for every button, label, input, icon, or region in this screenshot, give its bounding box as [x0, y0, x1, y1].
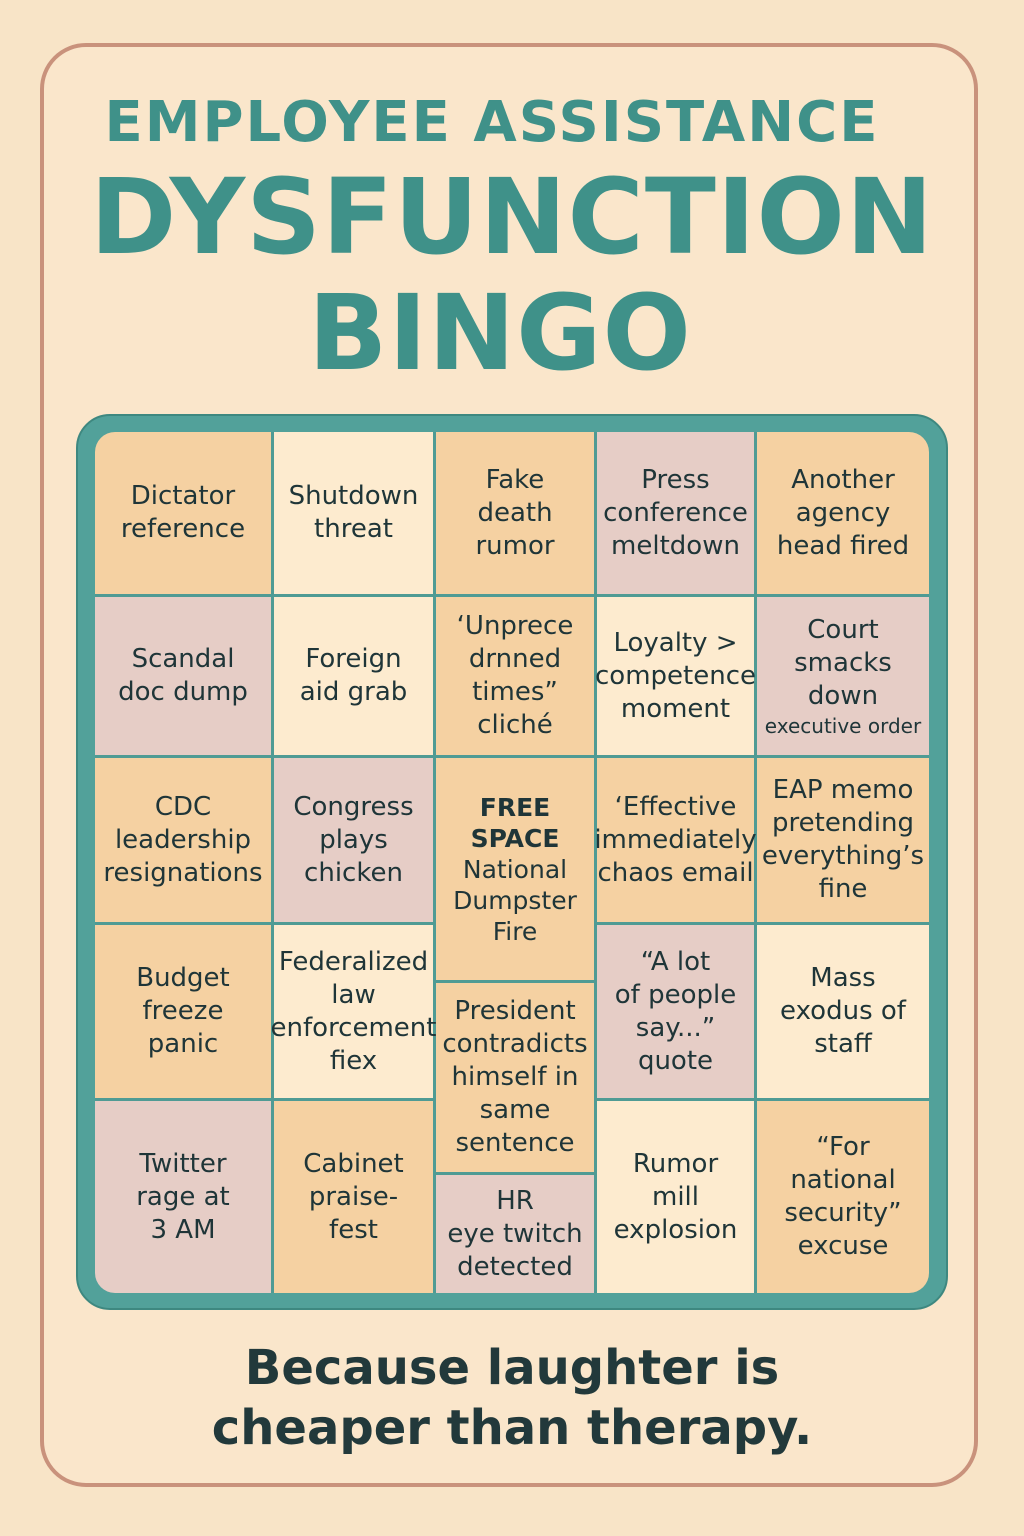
cell-text-line: everything’s — [761, 841, 925, 871]
bingo-cell[interactable] — [594, 758, 757, 922]
cell-text-line: fest — [329, 1214, 378, 1245]
cell-text-line: praise- — [308, 1181, 399, 1212]
cell-text-line: Foreign — [305, 644, 402, 674]
cell-text-line: Press — [641, 464, 710, 495]
cell-text-line: leadership — [114, 824, 252, 855]
bingo-cell[interactable] — [436, 597, 594, 755]
bingo-cell[interactable] — [597, 432, 754, 594]
cell-text-line: doc dump — [118, 677, 248, 707]
cell-text-line: “A lot — [640, 946, 711, 977]
cell-text-line: cliché — [477, 710, 553, 740]
bingo-cell[interactable] — [597, 1101, 754, 1293]
cell-text-line: threat — [314, 514, 393, 544]
cell-text-line: CDC — [154, 791, 212, 822]
bingo-cell[interactable] — [757, 758, 929, 922]
cell-text-line: 3 AM — [150, 1214, 216, 1245]
cell-text-line: Twitter — [139, 1148, 227, 1179]
cell-text-line: Mass — [810, 963, 876, 993]
cell-text-line: sentence — [455, 1128, 575, 1158]
bingo-free-space[interactable] — [436, 758, 594, 980]
bingo-cell[interactable] — [95, 925, 271, 1098]
cell-text-line: agency — [795, 497, 891, 528]
cell-text-line: Federalized — [278, 946, 429, 977]
cell-text-line: same — [479, 1095, 551, 1125]
bingo-grid — [95, 432, 929, 1293]
cell-text-line: freeze — [142, 996, 224, 1026]
title-line-2: BINGO — [308, 272, 692, 394]
cell-text-line: Rumor — [632, 1148, 719, 1179]
bingo-cell[interactable] — [274, 758, 433, 922]
cell-text-line: immediately — [594, 824, 757, 855]
cell-text-line: rage at — [136, 1181, 230, 1212]
cell-text-line: aid grab — [299, 677, 408, 707]
cell-text-line: law — [331, 979, 376, 1010]
bingo-cell[interactable] — [95, 758, 271, 922]
cell-text-line: ‘Effective — [614, 791, 737, 822]
bingo-cell[interactable] — [757, 597, 929, 755]
cell-small-text: executive order — [764, 713, 922, 738]
bingo-cell[interactable] — [274, 597, 433, 755]
cell-text-line: HR — [496, 1185, 534, 1216]
cell-text-line: of people — [614, 979, 737, 1010]
cell-text-line: Budget — [136, 963, 230, 993]
cell-text-line: competence — [595, 660, 756, 691]
cell-text-line: exodus of — [780, 996, 906, 1026]
cell-text-line: Cabinet — [303, 1148, 404, 1179]
cell-text-line: national — [790, 1165, 896, 1195]
cell-text-line: security” — [784, 1198, 902, 1228]
cell-text-line: EAP memo — [772, 775, 914, 805]
cell-text-line: down — [807, 680, 879, 711]
title-line-1: DYSFUNCTION — [90, 156, 934, 278]
free-space-title: FREE — [479, 792, 551, 822]
cell-text-line: National — [462, 854, 568, 884]
cell-text-line: contradicts — [442, 1029, 588, 1059]
cell-text-line: detected — [457, 1251, 573, 1282]
bingo-cell[interactable] — [757, 925, 929, 1098]
cell-text-line: President — [454, 996, 576, 1026]
eyebrow-heading: EMPLOYEE ASSISTANCE — [104, 90, 880, 155]
cell-text-line: Fire — [492, 916, 538, 946]
cell-text-line: Dumpster — [453, 885, 577, 915]
cell-text-line: fine — [818, 874, 868, 904]
cell-text-line: drnned — [468, 644, 562, 674]
cell-text-line: Dictator — [130, 481, 236, 511]
bingo-cell[interactable] — [274, 432, 433, 594]
bingo-cell[interactable] — [95, 432, 271, 594]
cell-text-line: excuse — [797, 1231, 889, 1261]
bingo-cell[interactable] — [270, 925, 437, 1098]
cell-text-line: staff — [814, 1029, 872, 1059]
cell-text-line: meltdown — [611, 530, 740, 561]
bingo-cell[interactable] — [95, 597, 271, 755]
cell-text-line: Fake — [485, 464, 545, 495]
bingo-cell[interactable] — [274, 1101, 433, 1293]
cell-text-line: Another — [791, 464, 895, 495]
tagline-line-1: Because laughter is — [244, 1340, 780, 1396]
bingo-cell[interactable] — [757, 432, 929, 594]
cell-text-line: panic — [147, 1029, 219, 1059]
cell-text-line: chaos email — [597, 857, 754, 888]
cell-text-line: Loyalty > — [613, 627, 738, 658]
cell-text-line: Court — [807, 614, 879, 645]
cell-text-line: chicken — [304, 857, 403, 888]
bingo-cell[interactable] — [436, 983, 594, 1172]
bingo-cell[interactable] — [757, 1101, 929, 1293]
tagline-line-2: cheaper than therapy. — [211, 1400, 813, 1456]
cell-text-line: Congress — [293, 791, 414, 822]
cell-text-line: plays — [319, 824, 388, 855]
cell-text-line: pretending — [772, 808, 914, 838]
bingo-cell[interactable] — [95, 1101, 271, 1293]
cell-text-line: “For — [816, 1132, 870, 1162]
bingo-cell[interactable] — [597, 597, 754, 755]
cell-text-line: ‘Unprece — [456, 611, 574, 641]
bingo-cell[interactable] — [436, 432, 594, 594]
cell-text-line: rumor — [475, 530, 555, 561]
cell-text-line: Scandal — [131, 644, 235, 674]
cell-text-line: head fired — [776, 530, 910, 561]
cell-text-line: say...” — [635, 1012, 716, 1043]
cell-text-line: himself in — [451, 1062, 579, 1092]
cell-text-line: moment — [620, 693, 731, 724]
cell-text-line: conference — [603, 497, 748, 528]
free-space-title: SPACE — [470, 823, 560, 853]
cell-text-line: times” — [472, 677, 558, 707]
cell-text-line: smacks — [794, 647, 892, 678]
cell-text-line: reference — [120, 514, 246, 544]
cell-text-line: enforcement — [270, 1012, 437, 1043]
cell-text-line: quote — [637, 1045, 714, 1076]
cell-text-line: death — [477, 497, 553, 528]
cell-text-line: mill — [652, 1181, 699, 1212]
cell-text-line: Shutdown — [288, 481, 419, 511]
cell-text-line: explosion — [613, 1214, 738, 1245]
cell-text-line: fiex — [329, 1045, 378, 1076]
bingo-cell[interactable] — [597, 925, 754, 1098]
cell-text-line: resignations — [103, 857, 263, 888]
bingo-cell[interactable] — [436, 1175, 594, 1293]
cell-text-line: eye twitch — [447, 1218, 583, 1249]
